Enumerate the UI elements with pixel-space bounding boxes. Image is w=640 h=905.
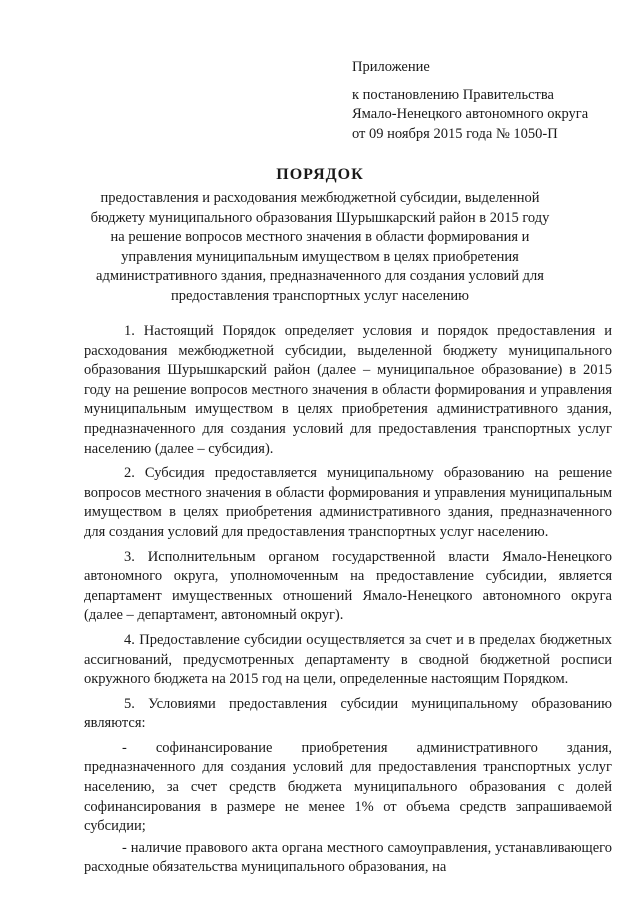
document-body bbox=[84, 322, 612, 880]
paragraph-3: 3. Исполнительным органом государственной власти Ямало-Ненецкого автономного округа, уполномоченным на предоставление субсидии, является департамент имущественных отношений Ямало-Ненецкого автономного округа (далее – департамент, автономный округ). bbox=[84, 548, 612, 624]
appendix-line-3: от 09 ноября 2015 года № 1050-П bbox=[352, 125, 558, 142]
appendix-header bbox=[352, 58, 622, 144]
paragraph-5: 5. Условиями предоставления субсидии муниципальному образованию являются: bbox=[84, 695, 612, 732]
appendix-title: Приложение bbox=[352, 59, 430, 75]
appendix-line-2: Ямало-Ненецкого автономного округа bbox=[352, 106, 589, 122]
appendix-line-1: к постановлению Правительства bbox=[352, 86, 554, 103]
paragraph-4: 4. Предоставление субсидии осуществляется за счет и в пределах бюджетных ассигнований, предусмотренных департаменту в сводной бюджетной росписи окружного бюджета на 2015 год на цели, определенные настоящим Порядком. bbox=[84, 631, 612, 688]
paragraph-1: 1. Настоящий Порядок определяет условия и порядок предоставления и расходования межбюджетной субсидии, выделенной бюджету муниципального образования Шурышкарский район (далее – муниципальное образование) в 2015 году на решение вопросов местного значения в области формирования и управления муниципальным имуществом в целях приобретения административного здания, предназначенного для создания условий для предоставления транспортных услуг населению (далее – субсидия). bbox=[84, 323, 612, 457]
document-subtitle: предоставления и расходования межбюджетной субсидии, выделенной бюджету муниципального образования Шурышкарский район в 2015 году на решение вопросов местного значения в области формирования и управления муниципальным имуществом в целях приобретения административного здания, предназначенного для создания условий для предоставления транспортных услуг населению bbox=[90, 190, 550, 304]
document-title: ПОРЯДОК bbox=[276, 166, 364, 183]
subitem-cofinancing: - софинансирование приобретения административного здания, предназначенного для создания условий для предоставления транспортных услуг населению, за счет средств бюджета муниципального образования с долей софинансирования в размере не менее 1% от объема средств запрашиваемой субсидии; bbox=[84, 739, 612, 835]
subitem-legal-act: - наличие правового акта органа местного самоуправления, устанавливающего расходные обязательства муниципального образования, на bbox=[84, 839, 612, 876]
paragraph-2: 2. Субсидия предоставляется муниципальному образованию на решение вопросов местного значения в области формирования и управления муниципальным имуществом в целях приобретения административного здания, предназначенного для создания условий для предоставления транспортных услуг населению. bbox=[84, 465, 612, 540]
